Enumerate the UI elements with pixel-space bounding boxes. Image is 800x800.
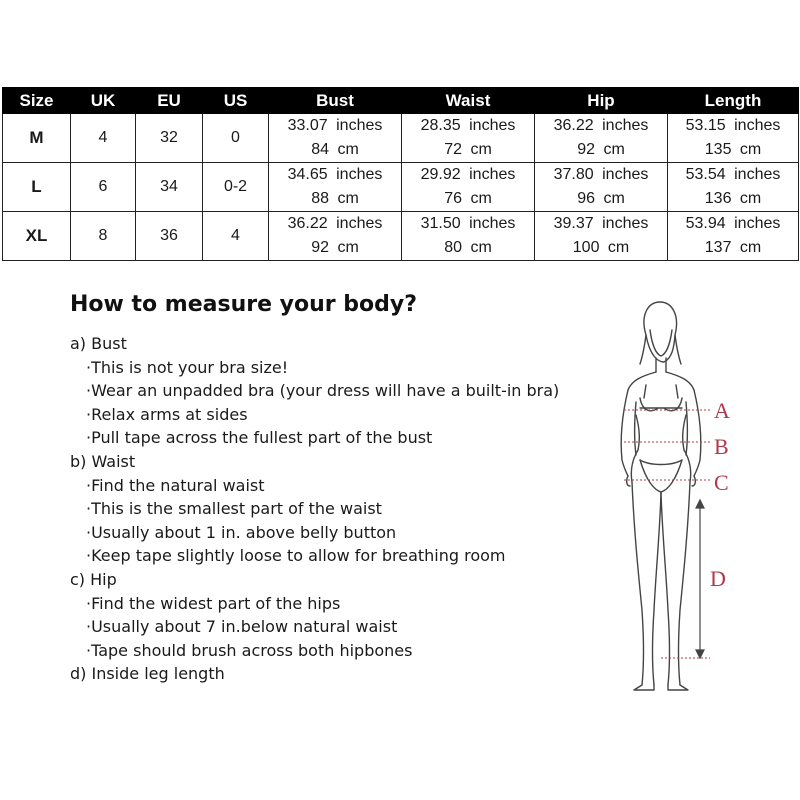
header-waist: Waist <box>402 88 535 114</box>
table-row <box>3 163 799 212</box>
size-cell: M <box>3 114 71 163</box>
measure-guide-list <box>70 332 590 686</box>
waist-cell <box>402 212 535 261</box>
waist-cell <box>402 114 535 163</box>
list-item: ·Wear an unpadded bra (your dress will have a built-in bra) <box>86 381 560 401</box>
eu-cell: 34 <box>136 163 203 212</box>
uk-cell: 4 <box>71 114 136 163</box>
section-hip-label: c) Hip <box>70 569 117 589</box>
table-header-row <box>3 88 799 114</box>
length-cm: 137 cm <box>704 239 762 256</box>
hip-cell <box>535 163 668 212</box>
bust-cm: 84 cm <box>311 141 359 158</box>
length-cell <box>668 163 799 212</box>
hip-cm: 96 cm <box>577 190 625 207</box>
hip-cm: 92 cm <box>577 141 625 158</box>
measurement-letters <box>710 398 730 591</box>
list-item: ·Keep tape slightly loose to allow for breathing room <box>86 546 506 566</box>
us-cell: 0-2 <box>203 163 269 212</box>
hip-inches: 39.37 inches <box>553 215 649 232</box>
header-eu: EU <box>136 88 203 114</box>
length-cm: 136 cm <box>704 190 762 207</box>
us-cell: 4 <box>203 212 269 261</box>
length-inches: 53.15 inches <box>685 117 781 134</box>
size-chart-table <box>2 87 799 261</box>
waist-cm: 72 cm <box>444 141 492 158</box>
length-inches: 53.94 inches <box>685 215 781 232</box>
bust-inches: 34.65 inches <box>287 166 383 183</box>
bust-cell <box>269 163 402 212</box>
list-item: ·Pull tape across the fullest part of the bust <box>86 428 433 448</box>
length-cell <box>668 212 799 261</box>
list-item: ·Find the natural waist <box>86 475 265 495</box>
marker-b: B <box>714 434 729 459</box>
uk-cell: 8 <box>71 212 136 261</box>
list-item: ·This is not your bra size! <box>86 357 289 377</box>
list-item: ·Usually about 1 in. above belly button <box>86 522 397 542</box>
section-inside-leg-label: d) Inside leg length <box>70 664 225 684</box>
bust-cm: 92 cm <box>311 239 359 256</box>
hip-inches: 36.22 inches <box>553 117 649 134</box>
inside-leg-arrow <box>696 500 704 658</box>
uk-cell: 6 <box>71 163 136 212</box>
eu-cell: 32 <box>136 114 203 163</box>
length-inches: 53.54 inches <box>685 166 781 183</box>
marker-c: C <box>714 470 729 495</box>
header-length: Length <box>668 88 799 114</box>
marker-d: D <box>710 566 726 591</box>
waist-inches: 31.50 inches <box>420 215 516 232</box>
waist-inches: 29.92 inches <box>420 166 516 183</box>
section-waist-label: b) Waist <box>70 451 136 471</box>
list-item: ·Relax arms at sides <box>86 404 248 424</box>
eu-cell: 36 <box>136 212 203 261</box>
waist-cell <box>402 163 535 212</box>
waist-cm: 76 cm <box>444 190 492 207</box>
list-item: ·Tape should brush across both hipbones <box>86 640 413 660</box>
table-row <box>3 114 799 163</box>
bust-inches: 33.07 inches <box>287 117 383 134</box>
list-item: ·Find the widest part of the hips <box>86 593 341 613</box>
guide-title: How to measure your body? <box>70 292 418 317</box>
section-bust-label: a) Bust <box>70 334 127 353</box>
female-body-outline <box>621 302 701 690</box>
waist-inches: 28.35 inches <box>420 117 516 134</box>
length-cm: 135 cm <box>704 141 762 158</box>
bust-cell <box>269 212 402 261</box>
us-cell: 0 <box>203 114 269 163</box>
header-size: Size <box>3 88 71 114</box>
marker-a: A <box>714 398 730 423</box>
hip-cm: 100 cm <box>572 239 630 256</box>
header-us: US <box>203 88 269 114</box>
list-item: ·Usually about 7 in.below natural waist <box>86 617 398 637</box>
header-hip: Hip <box>535 88 668 114</box>
bust-cell <box>269 114 402 163</box>
waist-cm: 80 cm <box>444 239 492 256</box>
hip-cell <box>535 114 668 163</box>
header-bust: Bust <box>269 88 402 114</box>
hip-inches: 37.80 inches <box>553 166 649 183</box>
measurement-lines <box>624 410 710 658</box>
bust-cm: 88 cm <box>311 190 359 207</box>
hip-cell <box>535 212 668 261</box>
list-item: ·This is the smallest part of the waist <box>86 499 382 519</box>
size-cell: L <box>3 163 71 212</box>
bust-inches: 36.22 inches <box>287 215 383 232</box>
header-uk: UK <box>71 88 136 114</box>
table-row <box>3 212 799 261</box>
length-cell <box>668 114 799 163</box>
size-cell: XL <box>3 212 71 261</box>
body-measurement-figure <box>580 290 780 700</box>
